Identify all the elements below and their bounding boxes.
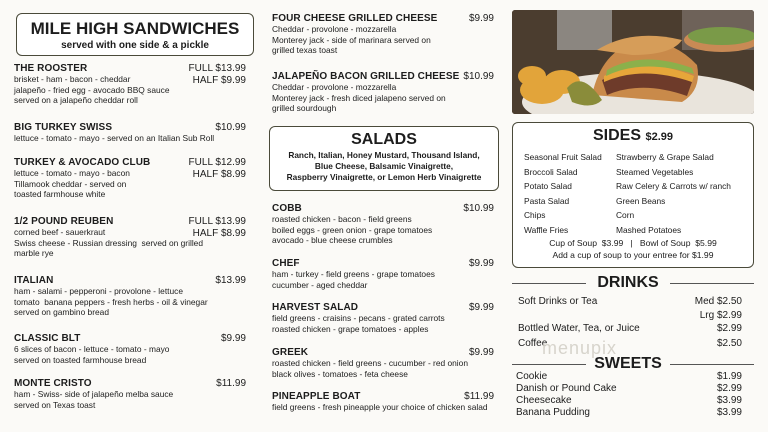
menu-item: [14, 333, 246, 365]
salad-dressings: Ranch, Italian, Honey Mustard, Thousand Island, Blue Cheese, Balsamic Vinaigrette, Raspberry Vinaigrette, or Lemon Herb Vinaigrette: [286, 150, 482, 182]
item-price: $10.99: [215, 122, 246, 133]
item-name: CLASSIC BLT: [14, 333, 81, 344]
item-name: MONTE CRISTO: [14, 378, 92, 389]
item-description: roasted chicken - field greens - cucumber - red onion black olives - tomatoes - feta cheese: [272, 358, 468, 379]
sides-list-right: [616, 150, 731, 237]
side-item: Strawberry & Grape Salad: [616, 152, 714, 162]
sandwich-photo-image: [512, 10, 754, 114]
item-price: $9.99: [468, 347, 494, 358]
item-name: BIG TURKEY SWISS: [14, 122, 113, 133]
sides-price: $2.99: [645, 131, 673, 143]
item-price: $9.99: [468, 302, 494, 313]
salads-header: [269, 126, 499, 191]
drink-name: Coffee: [518, 338, 548, 349]
side-item: Potato Salad: [524, 181, 572, 191]
menu-item: [272, 391, 494, 413]
sandwiches-title: MILE HIGH SANDWICHES: [30, 19, 240, 38]
sweet-item: [516, 383, 742, 395]
item-description: ham - Swiss- side of jalapeño melba sauce served on Texas toast: [14, 389, 174, 410]
sweets-title: SWEETS: [594, 355, 662, 372]
menu-item: [272, 302, 494, 334]
side-item: Waffle Fries: [524, 224, 569, 235]
menu-item: [14, 63, 246, 106]
item-price: $13.99: [215, 275, 246, 286]
item-name: THE ROOSTER: [14, 63, 88, 74]
side-item: Corn: [616, 210, 635, 220]
sweets-rule-left: [512, 364, 586, 365]
drink-name: Soft Drinks or Tea: [518, 296, 598, 307]
side-item: Chips: [524, 210, 546, 220]
sandwiches-header: [16, 13, 254, 56]
item-description: roasted chicken - bacon - field greens boiled eggs - green onion - grape tomatoes avocado - blue cheese crumbles: [272, 214, 433, 246]
sweet-item: [516, 407, 742, 419]
sweet-price: $3.99: [716, 395, 742, 406]
item-description: ham - salami - pepperoni - provolone - lettuce tomato banana peppers - fresh herbs - oil & vinegar served on gambino bread: [14, 286, 208, 318]
item-description: brisket - ham - bacon - cheddar jalapeño - fried egg - avocado BBQ sauce served on a jalapeño cheddar roll: [14, 74, 170, 106]
sweet-name: Danish or Pound Cake: [516, 383, 617, 394]
menu-item: [272, 347, 494, 379]
item-name: FOUR CHEESE GRILLED CHEESE: [272, 13, 438, 24]
item-price: $9.99: [220, 333, 246, 344]
item-description: lettuce - tomato - mayo - bacon Tillamook cheddar - served on toasted farmhouse white: [14, 168, 130, 200]
menu-item: [14, 157, 246, 200]
item-name: 1/2 POUND REUBEN: [14, 216, 114, 227]
side-item: Pasta Salad: [524, 195, 570, 206]
item-price: $11.99: [216, 378, 246, 389]
menu-item: [14, 216, 246, 259]
item-price: $10.99: [463, 71, 494, 82]
drink-name: Bottled Water, Tea, or Juice: [518, 323, 640, 334]
watermark: menupix: [542, 338, 618, 358]
menu-item: [272, 71, 494, 114]
item-price: FULL $13.99 HALF $8.99: [188, 216, 246, 239]
menu-item: [272, 258, 494, 290]
drink-price: Med $2.50 Lrg $2.99: [694, 296, 742, 321]
item-price: $9.99: [468, 258, 494, 269]
sweet-price: $3.99: [716, 407, 742, 418]
drink-item: [518, 322, 742, 336]
item-name: CHEF: [272, 258, 300, 269]
item-description: Cheddar - provolone - mozzarella Monterey jack - fresh diced jalapeno served on grilled sourdough: [272, 82, 446, 114]
sandwich-photo: [512, 10, 754, 114]
sandwiches-subtitle: served with one side & a pickle: [61, 40, 209, 51]
item-name: GREEK: [272, 347, 309, 358]
item-name: COBB: [272, 203, 302, 214]
drinks-rule-left: [512, 283, 586, 284]
sides-list-left: [524, 150, 602, 237]
soup-prices: Cup of Soup $3.99 | Bowl of Soup $5.99: [549, 238, 717, 248]
item-price: $10.99: [463, 203, 494, 214]
sides-heading: [513, 127, 753, 145]
item-name: HARVEST SALAD: [272, 302, 359, 313]
item-price: $9.99: [468, 13, 494, 24]
sweet-item: [516, 395, 742, 407]
item-description: ham - turkey - field greens - grape tomatoes cucumber - aged cheddar: [272, 269, 435, 290]
side-item: Raw Celery & Carrots w/ ranch: [616, 181, 731, 191]
sides-title: SIDES: [593, 127, 642, 144]
drinks-title: DRINKS: [597, 274, 659, 291]
item-price: $11.99: [464, 391, 494, 402]
item-description: field greens - craisins - pecans - grated carrots roasted chicken - grape tomatoes - apples: [272, 313, 445, 334]
sweet-price: $2.99: [716, 383, 742, 394]
item-price: FULL $12.99 HALF $8.99: [188, 157, 246, 180]
side-item: Steamed Vegetables: [616, 166, 694, 177]
side-item: Mashed Potatoes: [616, 224, 682, 235]
item-name: TURKEY & AVOCADO CLUB: [14, 157, 151, 168]
item-description: 6 slices of bacon - lettuce - tomato - mayo served on toasted farmhouse bread: [14, 344, 170, 365]
item-description: field greens - fresh pineapple your choice of chicken salad: [272, 402, 488, 412]
drink-price: $2.50: [716, 338, 742, 349]
soup-addon: Add a cup of soup to your entree for $1.99: [552, 250, 714, 260]
item-description: corned beef - sauerkraut Swiss cheese - Russian dressing served on grilled marble rye: [14, 227, 203, 259]
drink-item: [518, 295, 742, 321]
drink-price: $2.99: [716, 323, 742, 334]
drinks-rule-right: [670, 283, 754, 284]
item-price: FULL $13.99 HALF $9.99: [188, 63, 246, 86]
sides-box: [512, 122, 754, 268]
item-description: Cheddar - provolone - mozzarella Monterey jack - side of marinara served on grilled texas toast: [272, 24, 431, 56]
menu-item: [14, 275, 246, 318]
sweet-item: [516, 371, 742, 383]
menu-item: [272, 203, 494, 246]
sweet-name: Cookie: [516, 371, 548, 382]
salads-title: SALADS: [351, 131, 417, 148]
menu-item: [272, 13, 494, 56]
sweet-price: $1.99: [716, 371, 742, 382]
sweets-rule-right: [670, 364, 754, 365]
sweet-name: Banana Pudding: [516, 407, 590, 418]
sweet-name: Cheesecake: [516, 395, 572, 406]
item-name: ITALIAN: [14, 275, 54, 286]
side-item: Broccoli Salad: [524, 166, 578, 177]
side-item: Seasonal Fruit Salad: [524, 152, 602, 162]
menu-item: [14, 378, 246, 410]
item-name: PINEAPPLE BOAT: [272, 391, 361, 402]
side-item: Green Beans: [616, 195, 666, 206]
menu-item: [14, 122, 246, 144]
item-name: JALAPEÑO BACON GRILLED CHEESE: [272, 71, 460, 82]
item-description: lettuce - tomato - mayo - served on an Italian Sub Roll: [14, 133, 215, 143]
